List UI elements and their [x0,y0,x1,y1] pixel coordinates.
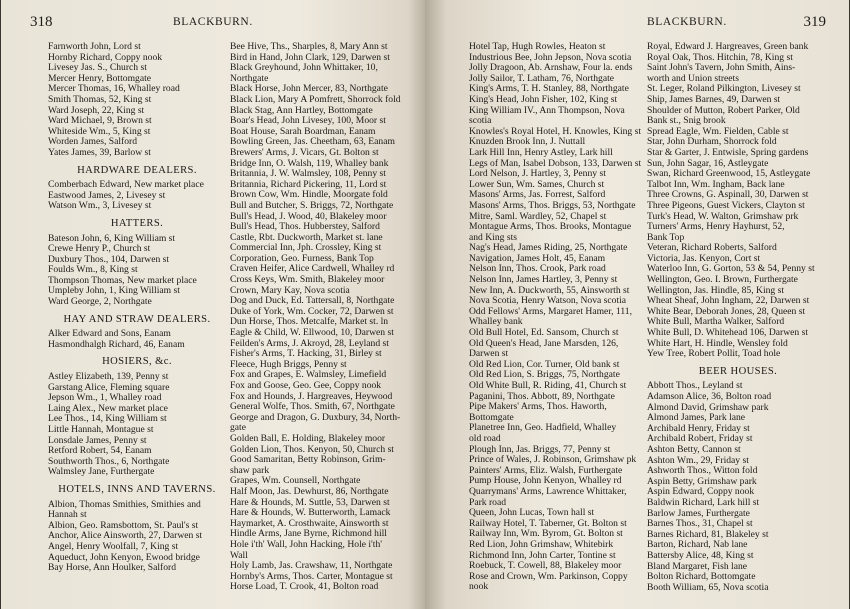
directory-entry: Almond James, Park lane [647,412,746,424]
directory-entry: Barlow James, Furthergate [647,507,750,519]
directory-entry: Boar's Head, John Livesey, 100, Moor st [230,115,386,127]
directory-entry: and King sts [469,231,517,243]
directory-entry: Bowling Green, Jas. Cheetham, 63, Eanam [230,136,395,148]
directory-entry: Archibald Robert, Friday st [647,433,753,445]
directory-entry: Bull's Head, Thos. Hubberstey, Salford [230,221,380,233]
directory-entry: Montague Arms, Thos. Brooks, Montague [469,221,632,233]
directory-entry: Barnes Richard, 81, Blakeley st [647,528,769,540]
directory-entry: Jolly Sailor, T. Latham, 76, Northgate [469,72,615,84]
directory-entry: Black Greyhound, John Whittaker, 10, [230,62,378,74]
directory-entry: Southworth Thos., 6, Northgate [48,455,170,467]
directory-entry: shaw park [230,464,270,476]
directory-entry: Ship, James Barnes, 49, Darwen st [647,93,781,105]
directory-entry: Feilden's Arms, J. Akroyd, 28, Leyland st [230,337,389,349]
directory-entry: Veteran, Richard Roberts, Salford [647,242,777,254]
right-running-head: BLACKBURN. [647,16,727,28]
right-page-column-2 [647,42,829,593]
directory-entry: Three Crowns, G. Aspinall, 30, Darwen st [647,189,809,201]
section-heading: BEER HOUSES. [698,365,778,377]
directory-entry: Half Moon, Jas. Dewhurst, 86, Northgate [230,485,389,497]
directory-entry: Planetree Inn, Geo. Hadfield, Whalley [469,422,617,434]
directory-entry: Wellington, Jas. Hindle, 85, King st [647,284,784,296]
directory-entry: Odd Fellows' Arms, Margaret Hamer, 111, [469,305,632,317]
directory-entry: Smith Thomas, 52, King st [48,93,152,105]
directory-entry: St. Leger, Roland Pilkington, Livesey st [647,83,801,95]
section-heading: HARDWARE DEALERS. [77,164,197,176]
directory-entry: Crewe Henry P., Church st [48,243,151,255]
directory-entry: Nelson Inn, James Hartley, 3, Penny st [469,274,618,286]
section-heading: HOTELS, INNS AND TAVERNS. [58,483,216,495]
directory-entry: Victoria, Jas. Kenyon, Cort st [647,252,761,264]
directory-entry: Battersby Alice, 48, King st [647,549,754,561]
directory-entry: Hotel Tap, Hugh Rowles, Heaton st [469,42,606,52]
directory-entry: Nelson Inn, Thos. Crook, Park road [469,263,606,275]
directory-entry: Knuzden Brook Inn, J. Nuttall [469,136,586,148]
directory-entry: General Wolfe, Thos. Smith, 67, Northgate [230,401,395,413]
directory-entry: Royal Oak, Thos. Hitchin, 78, King st [647,51,793,63]
directory-entry: Pump House, John Kenyon, Whalley rd [469,475,622,487]
directory-entry: Golden Ball, E. Holding, Blakeley moor [230,432,386,444]
directory-entry: Baldwin Richard, Lark hill st [647,496,760,508]
directory-entry: Turk's Head, W. Walton, Grimshaw prk [647,210,799,222]
directory-entry: Anchor, Alice Ainsworth, 27, Darwen st [48,530,203,542]
directory-entry: Hornby Richard, Coppy nook [48,51,163,63]
directory-entry: Alker Edward and Sons, Eanam [48,328,171,340]
directory-entry: Railway Hotel, T. Taberner, Gt. Bolton st [469,517,627,529]
directory-entry: Duxbury Thos., 104, Darwen st [48,253,170,265]
directory-entry: Corporation, Geo. Furness, Bank Top [230,252,374,264]
directory-entry: Fisher's Arms, T. Hacking, 31, Birley st [230,348,382,360]
directory-entry: Archibald Henry, Friday st [647,422,750,434]
directory-entry: Angel, Henry Woolfall, 7, King st [48,540,179,552]
directory-entry: Ward George, 2, Northgate [48,296,152,308]
directory-entry: Good Samaritan, Betty Robinson, Grim- [230,454,386,466]
directory-entry: Turners' Arms, Henry Hayhurst, 52, [647,221,785,233]
directory-entry: Boat House, Sarah Boardman, Eanam [230,125,376,137]
directory-entry: Livesey Jas. S., Church st [48,62,147,74]
directory-entry: Haymarket, A. Crosthwaite, Ainsworth st [230,517,389,529]
directory-entry: Whiteside Wm., 5, King st [48,125,151,137]
directory-entry: Brown Cow, Wm. Hindle, Moorgate fold [230,189,388,201]
directory-entry: Craven Heifer, Alice Cardwell, Whalley rd [230,263,395,275]
section-heading: HATTERS. [110,217,164,229]
directory-entry: Sun, John Sagar, 16, Astleygate [647,157,769,169]
directory-entry: Cross Keys, Wm. Smith, Blakeley moor [230,274,385,286]
directory-entry: Old Bull Hotel, Ed. Sansom, Church st [469,327,619,339]
directory-entry: King William IV., Ann Thompson, Nova [469,104,625,116]
directory-entry: Old White Bull, R. Riding, 41, Church st [469,380,627,391]
directory-entry: Old Red Lion, S. Briggs, 75, Northgate [469,369,620,381]
directory-entry: Lonsdale James, Penny st [48,434,147,446]
left-page-column-1 [48,42,226,574]
directory-entry: Abbott Thos., Leyland st [647,380,743,392]
left-page-number: 318 [30,14,53,30]
directory-entry: Farnworth John, Lord st [48,42,141,52]
directory-entry: Almond David, Grimshaw park [647,401,769,413]
directory-entry: Booth William, 65, Nova scotia [647,581,769,593]
directory-entry: Astley Elizabeth, 139, Penny st [48,371,169,383]
directory-entry: Wheat Sheaf, John Ingham, 22, Darwen st [647,295,810,307]
right-page [425,0,850,609]
left-page-header [30,14,405,34]
directory-entry: Ward Michael, 9, Brown st [48,115,152,127]
directory-entry: Mitre, Saml. Wardley, 52, Chapel st [469,210,607,222]
directory-entry: Wellington, Geo. I. Brown, Furthergate [647,274,798,286]
directory-entry: Paganini, Thos. Abbott, 89, Northgate [469,390,615,402]
directory-entry: Hare & Hounds, M. Suttle, 53, Darwen st [230,496,390,508]
directory-entry: Britannia, Richard Pickering, 11, Lord st [230,178,387,190]
directory-entry: Knowles's Royal Hotel, H. Knowles, King st [469,125,642,137]
directory-entry: Bank st., Snig brook [647,115,726,127]
directory-entry: Rose and Crown, Wm. Parkinson, Coppy [469,570,628,582]
directory-entry: Little Hannah, Montague st [48,424,154,435]
directory-entry: Bank Top [647,231,685,243]
directory-entry: Jepson Wm., 1, Whalley road [48,392,162,404]
directory-entry: Walmsley Jane, Furthergate [48,466,155,478]
directory-entry: White Hart, H. Hindle, Wensley fold [647,337,788,349]
directory-entry: Ashton Wm., 29, Friday st [647,454,749,466]
directory-entry: Thompson Thomas, New market place [48,274,197,286]
directory-entry: Whalley bank [469,316,523,328]
directory-entry: Mercer Thomas, 16, Whalley road [48,83,180,95]
directory-entry: Lord Nelson, J. Hartley, 3, Penny st [469,168,606,180]
directory-entry: Darwen st [469,348,509,360]
directory-entry: Queen, John Lucas, Town hall st [469,507,595,519]
directory-entry: Bridge Inn, O. Walsh, 119, Whalley bank [230,157,389,169]
directory-entry: King's Head, John Fisher, 102, King st [469,93,618,105]
directory-entry: Comberbach Edward, New market place [48,179,204,191]
section-heading: HAY AND STRAW DEALERS. [63,313,211,325]
directory-entry: Eagle & Child, W. Ellwood, 10, Darwen st [230,327,394,339]
directory-entry: Holy Lamb, Jas. Crawshaw, 11, Northgate [230,560,393,572]
directory-entry: Waterloo Inn, G. Gorton, 53 & 54, Penny st [647,263,815,275]
directory-entry: Fox and Hounds, J. Hargreaves, Heywood [230,390,393,402]
directory-entry: Roebuck, T. Cowell, 88, Blakeley moor [469,560,622,572]
directory-entry: Hornby's Arms, Thos. Carter, Montague st [230,570,393,582]
directory-entry: White Bull, D. Whitehead 106, Darwen st [647,327,809,339]
directory-entry: Albion, Thomas Smithies, Smithies and [48,498,201,510]
directory-entry: Lower Sun, Wm. Sames, Church st [469,178,605,190]
directory-entry: Adamson Alice, 36, Bolton road [647,391,772,402]
directory-entry: Fox and Goose, Geo. Gee, Coppy nook [230,380,382,391]
directory-entry: Bland Margaret, Fish lane [647,560,748,572]
directory-entry: Fleece, Hugh Briggs, Penny st [230,358,347,370]
directory-entry: Duke of York, Wm. Cocker, 72, Darwen st [230,305,394,317]
directory-entry: scotia [469,115,492,127]
directory-entry: White Bear, Deborah Jones, 28, Queen st [647,305,806,317]
directory-entry: Crown, Mary Kay, Nova scotia [230,284,350,296]
directory-entry: nook [469,581,489,593]
directory-entry: Black Lion, Mary A Pomfrett, Shorrock fold [230,93,401,105]
directory-entry: Bay Horse, Ann Houlker, Salford [48,562,177,574]
directory-entry: Legs of Man, Isabel Dobson, 133, Darwen st [469,157,642,169]
directory-entry: Lark Hill Inn, Henry Astley, Lark hill [469,146,613,158]
directory-entry: Dun Horse, Thos. Metcalfe, Market st. ln [230,316,389,328]
directory-entry: Wall [230,549,248,561]
directory-entry: New Inn, A. Duckworth, 55, Ainsworth st [469,284,630,296]
directory-entry: Saint John's Tavern, John Smith, Ains- [647,62,796,74]
directory-entry: Navigation, James Holt, 45, Eanam [469,252,606,264]
directory-entry: Aspin Betty, Grimshaw park [647,475,757,487]
directory-entry: Barnes Thos., 31, Chapel st [647,518,753,530]
directory-entry: Hindle Arms, Jane Byrne, Richmond hill [230,528,387,540]
directory-entry: Brewers' Arms, J. Vicars, Gt. Bolton st [230,146,379,158]
directory-entry: Ashton Betty, Cannon st [647,443,741,455]
directory-entry: Fox and Grapes, E. Walmsley, Limefield [230,369,387,381]
directory-entry: Commercial Inn, Jph. Crossley, King st [230,242,382,254]
directory-entry: Mercer Henry, Bottomgate [48,72,152,84]
directory-entry: Park road [469,496,507,508]
directory-entry: Hannah st [48,509,87,521]
directory-entry: Railway Inn, Wm. Byrom, Gt. Bolton st [469,528,623,540]
directory-entry: Nag's Head, James Riding, 25, Northgate [469,242,628,254]
directory-entry: Britannia, J. W. Walmsley, 108, Penny st [230,168,386,180]
directory-entry: Foulds Wm., 8, King st [48,264,138,276]
directory-entry: King's Arms, T. H. Stanley, 88, Northgate [469,83,629,95]
directory-entry: Old Queen's Head, Jane Marsden, 126, [469,337,619,349]
directory-entry: Bolton Richard, Bottomgate [647,571,756,583]
left-page-column-2 [230,42,402,593]
directory-entry: Aqueduct, John Kenyon, Ewood bridge [48,551,200,563]
directory-entry: George and Dragon, G. Duxbury, 34, North- [230,411,401,423]
directory-entry: Shoulder of Mutton, Robert Parker, Old [647,104,800,116]
directory-entry: Red Lion, John Grimshaw, Whitebirk [469,538,614,550]
directory-entry: Laing Alex., New market place [48,402,168,414]
directory-entry: Royal, Edward J. Hargreaves, Green bank [647,42,809,52]
directory-entry: Masons' Arms, Thos. Briggs, 53, Northgate [469,199,636,211]
directory-entry: Hasmondhalgh Richard, 46, Eanam [48,338,185,350]
directory-entry: Quarrymans' Arms, Lawrence Whittaker, [469,485,627,497]
directory-entry: Bottomgate [469,411,514,423]
directory-entry: Hare & Hounds, W. Butterworth, Lamack [230,507,391,519]
directory-entry: Spread Eagle, Wm. Fielden, Cable st [647,125,789,137]
directory-entry: White Bull, Martha Walker, Salford [647,316,785,328]
directory-entry: Old Red Lion, Cor. Turner, Old bank st [469,358,620,370]
directory-entry: Star, John Durham, Shorrock fold [647,136,777,148]
left-running-head: BLACKBURN. [173,16,253,28]
directory-entry: Bateson John, 6, King William st [48,232,176,244]
directory-entry: Talbot Inn, Wm. Ingham, Back lane [647,178,785,190]
directory-entry: Bee Hive, Ths., Sharples, 8, Mary Ann st [230,42,388,52]
right-page-header [437,14,826,34]
directory-entry: Bird in Hand, John Clark, 129, Darwen st [230,51,390,63]
directory-entry: Castle, Rbt. Duckworth, Market st. lane [230,231,383,243]
directory-entry: Horse Load, T. Crook, 41, Bolton road [230,581,379,593]
directory-entry: Yates James, 39, Barlow st [48,146,151,158]
directory-entry: Watson Wm., 3, Livesey st [48,200,152,212]
directory-entry: Plough Inn, Jas. Briggs, 77, Penny st [469,443,611,455]
directory-entry: Worden James, Salford [48,136,138,148]
right-page-column-1 [469,42,647,593]
directory-entry: Three Pigeons, Guest Vickers, Clayton st [647,199,805,211]
directory-entry: Ashworth Thos., Witton fold [647,465,758,477]
directory-entry: Nova Scotia, Henry Watson, Nova scotia [469,295,627,307]
directory-entry: Grapes, Wm. Counsell, Northgate [230,475,361,487]
right-page-number: 319 [803,14,826,30]
directory-entry: Black Stag, Ann Hartley, Bottomgate [230,104,373,116]
directory-entry: Garstang Alice, Fleming square [48,381,170,393]
directory-entry: Star & Garter, J. Entwisle, Spring gardens [647,146,809,158]
directory-entry: Albion, Geo. Ramsbottom, St. Paul's st [48,519,199,531]
directory-entry: Industrious Bee, John Jepson, Nova scotia [469,51,632,63]
left-book-edge [0,0,1,609]
directory-entry: Eastwood James, 2, Livesey st [48,189,166,201]
directory-entry: Ward Joseph, 22, King st [48,104,145,116]
directory-entry: Lee Thos., 14, King William st [48,413,167,425]
directory-entry: Retford Robert, 54, Eanam [48,445,152,457]
directory-entry: Jolly Dragoon, Ab. Arnshaw, Four la. ends [469,62,633,74]
section-heading: HOSIERS, &c. [102,356,172,368]
directory-entry: Umpleby John, 1, King William st [48,285,180,297]
directory-entry: Painters' Arms, Eliz. Walsh, Furthergate [469,464,623,476]
directory-entry: Black Horse, John Mercer, 83, Northgate [230,83,388,95]
directory-entry: Masons' Arms, Jas. Forrest, Salford [469,189,606,201]
directory-entry: Bull's Head, J. Wood, 40, Blakeley moor [230,210,387,222]
directory-entry: Swan, Richard Greenwood, 15, Astleygate [647,168,811,180]
directory-entry: Bull and Butcher, S. Briggs, 72, Northgate [230,199,394,211]
directory-entry: Yew Tree, Robert Pollit, Toad hole [647,348,781,360]
directory-entry: gate [230,422,246,434]
directory-entry: Hole i'th' Wall, John Hacking, Hole i'th' [230,538,382,550]
directory-entry: worth and Union streets [647,72,739,84]
directory-entry: Northgate [230,72,269,84]
directory-entry: Aspin Edward, Coppy nook [647,486,755,498]
directory-entry: Prince of Wales, J. Robinson, Grimshaw pk [469,454,637,466]
directory-entry: Richmond Inn, John Carter, Tontine st [469,549,616,561]
directory-entry: Pipe Makers' Arms, Thos. Haworth, [469,401,607,413]
directory-entry: Golden Lion, Thos. Kenyon, 50, Church st [230,443,394,455]
directory-entry: old road [469,432,501,444]
directory-entry: Barton, Richard, Nab lane [647,539,748,551]
directory-entry: Dog and Duck, Ed. Tattersall, 8, Northgate [230,295,395,307]
